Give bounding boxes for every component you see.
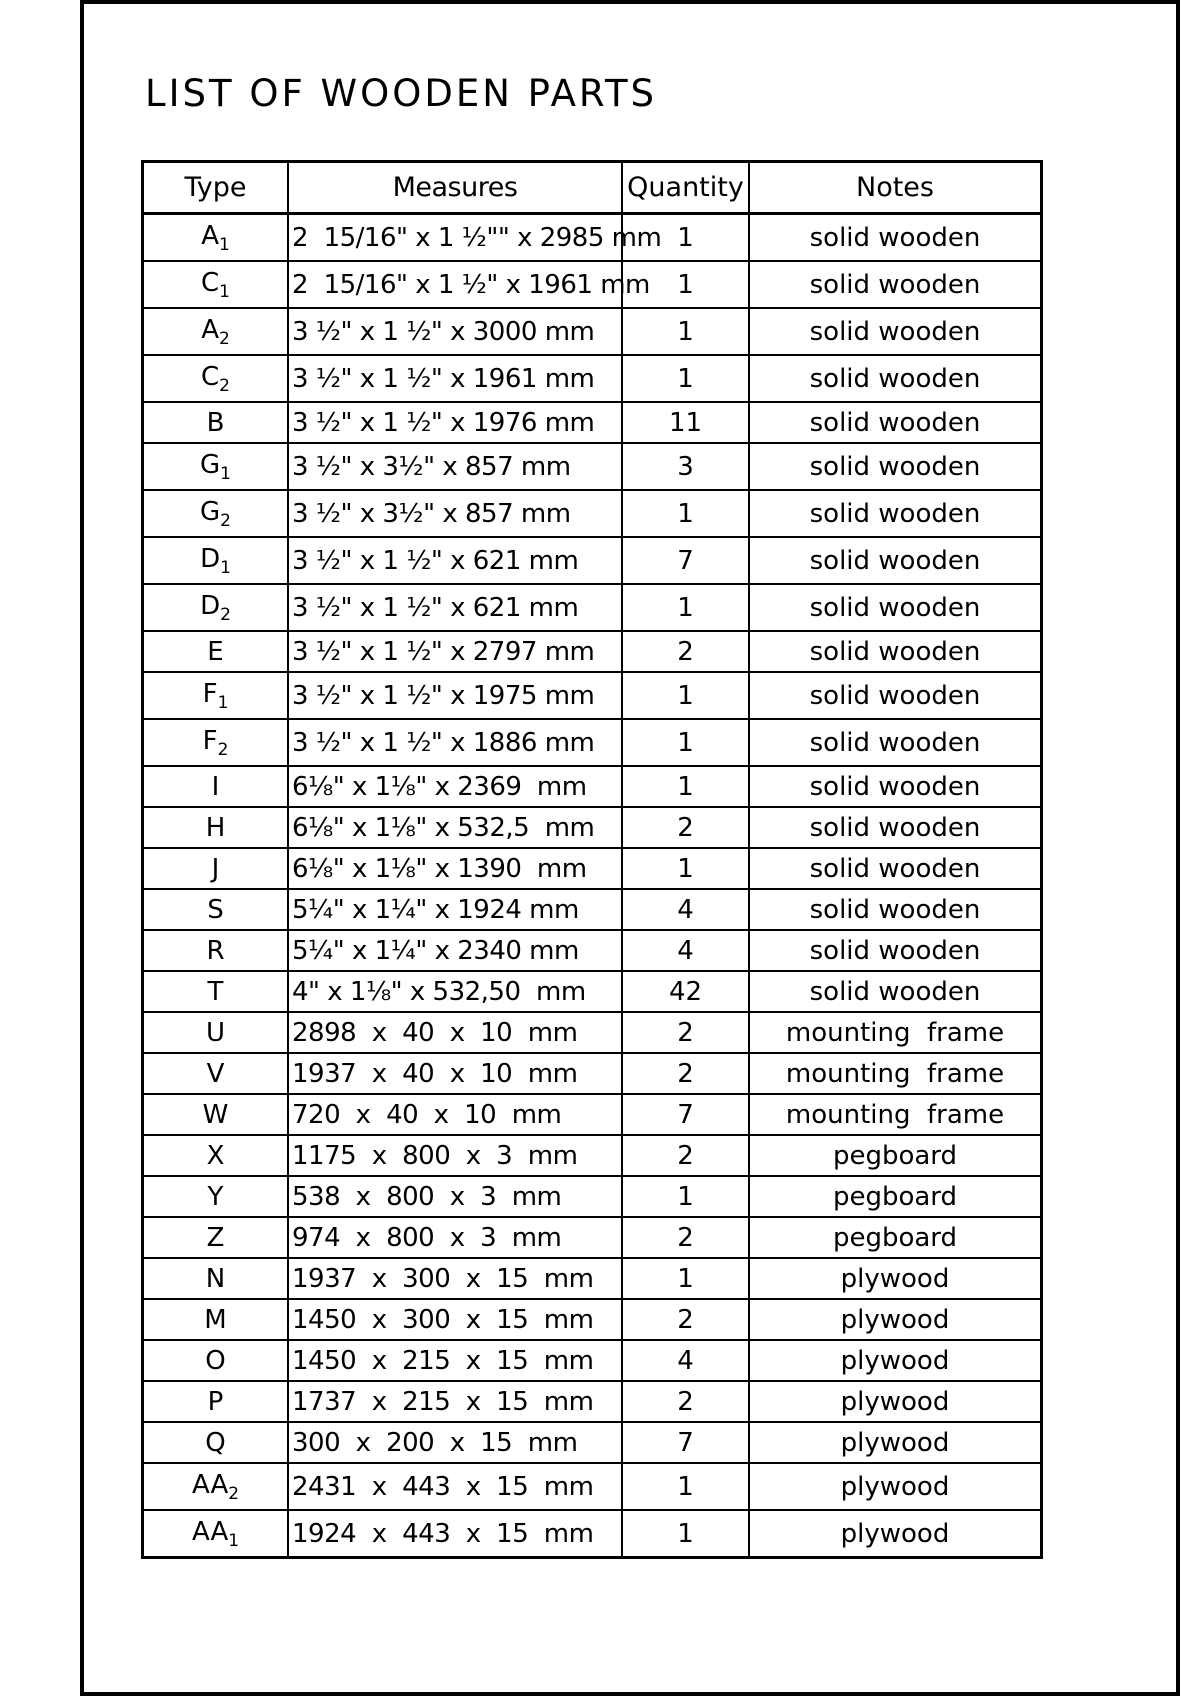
cell-measures: 300 x 200 x 15 mm <box>288 1422 622 1463</box>
part-type-letter: Z <box>206 1222 225 1253</box>
part-type-letter: Q <box>205 1427 226 1458</box>
table-row <box>143 631 1042 672</box>
cell-type <box>143 443 289 490</box>
table-row <box>143 355 1042 402</box>
cell-quantity: 2 <box>622 1135 749 1176</box>
table-header <box>143 162 1042 214</box>
table-row <box>143 1217 1042 1258</box>
table-row <box>143 443 1042 490</box>
cell-notes: solid wooden <box>749 490 1042 537</box>
cell-measures: 3 ½" x 1 ½" x 621 mm <box>288 584 622 631</box>
cell-quantity: 2 <box>622 631 749 672</box>
cell-measures: 2431 x 443 x 15 mm <box>288 1463 622 1510</box>
table-row <box>143 1053 1042 1094</box>
cell-notes: solid wooden <box>749 672 1042 719</box>
part-type-letter: X <box>206 1140 225 1171</box>
cell-quantity: 1 <box>622 1463 749 1510</box>
cell-type <box>143 672 289 719</box>
cell-type <box>143 766 289 807</box>
cell-notes: plywood <box>749 1340 1042 1381</box>
cell-measures: 1937 x 300 x 15 mm <box>288 1258 622 1299</box>
cell-quantity: 1 <box>622 490 749 537</box>
table-row <box>143 537 1042 584</box>
cell-quantity: 2 <box>622 807 749 848</box>
cell-notes: pegboard <box>749 1176 1042 1217</box>
table-row <box>143 1135 1042 1176</box>
table-body <box>143 214 1042 1558</box>
cell-type <box>143 355 289 402</box>
cell-measures: 3 ½" x 1 ½" x 2797 mm <box>288 631 622 672</box>
cell-quantity: 1 <box>622 1258 749 1299</box>
cell-type <box>143 807 289 848</box>
cell-quantity: 1 <box>622 719 749 766</box>
cell-measures: 2 15/16" x 1 ½"" x 2985 mm <box>288 214 622 262</box>
table-row <box>143 1340 1042 1381</box>
table-row <box>143 807 1042 848</box>
cell-quantity: 11 <box>622 402 749 443</box>
table-row <box>143 1258 1042 1299</box>
table-row <box>143 719 1042 766</box>
cell-notes: solid wooden <box>749 355 1042 402</box>
part-type-subscript: 1 <box>219 281 230 302</box>
part-type-letter: T <box>207 976 224 1007</box>
table-row <box>143 308 1042 355</box>
cell-notes: plywood <box>749 1299 1042 1340</box>
cell-quantity: 2 <box>622 1217 749 1258</box>
cell-type <box>143 1422 289 1463</box>
cell-quantity: 2 <box>622 1381 749 1422</box>
cell-type <box>143 1094 289 1135</box>
cell-quantity: 1 <box>622 1510 749 1558</box>
cell-notes: solid wooden <box>749 971 1042 1012</box>
part-type-subscript: 2 <box>217 739 229 760</box>
cell-type <box>143 889 289 930</box>
table-row <box>143 1176 1042 1217</box>
table-row <box>143 1094 1042 1135</box>
table-row <box>143 930 1042 971</box>
cell-type <box>143 1510 289 1558</box>
cell-notes: solid wooden <box>749 537 1042 584</box>
cell-notes: plywood <box>749 1510 1042 1558</box>
cell-quantity: 7 <box>622 1094 749 1135</box>
table-row <box>143 214 1042 262</box>
table-row <box>143 889 1042 930</box>
cell-notes: plywood <box>749 1258 1042 1299</box>
part-type-letter: G <box>200 449 221 480</box>
cell-type <box>143 1299 289 1340</box>
cell-type <box>143 631 289 672</box>
cell-notes: mounting frame <box>749 1094 1042 1135</box>
part-type-subscript: 2 <box>219 375 230 396</box>
part-type-letter: S <box>207 894 224 925</box>
table-row <box>143 1299 1042 1340</box>
cell-type <box>143 1053 289 1094</box>
cell-measures: 3 ½" x 1 ½" x 1886 mm <box>288 719 622 766</box>
cell-measures: 3 ½" x 1 ½" x 3000 mm <box>288 308 622 355</box>
cell-quantity: 1 <box>622 1176 749 1217</box>
cell-notes: solid wooden <box>749 261 1042 308</box>
table-row <box>143 971 1042 1012</box>
part-type-letter: R <box>206 935 225 966</box>
cell-quantity: 4 <box>622 1340 749 1381</box>
cell-notes: plywood <box>749 1381 1042 1422</box>
part-type-subscript: 1 <box>218 234 230 255</box>
cell-type <box>143 214 289 262</box>
table-row <box>143 261 1042 308</box>
cell-measures: 1175 x 800 x 3 mm <box>288 1135 622 1176</box>
part-type-subscript: 2 <box>228 1483 240 1504</box>
cell-notes: solid wooden <box>749 848 1042 889</box>
cell-notes: solid wooden <box>749 807 1042 848</box>
cell-measures: 3 ½" x 1 ½" x 1976 mm <box>288 402 622 443</box>
cell-notes: plywood <box>749 1463 1042 1510</box>
cell-type <box>143 1340 289 1381</box>
cell-notes: solid wooden <box>749 308 1042 355</box>
cell-quantity: 2 <box>622 1012 749 1053</box>
cell-measures: 3 ½" x 1 ½" x 1961 mm <box>288 355 622 402</box>
part-type-letter: AA <box>191 1516 229 1547</box>
part-type-letter: P <box>207 1386 224 1417</box>
cell-quantity: 1 <box>622 261 749 308</box>
cell-measures: 5¼" x 1¼" x 1924 mm <box>288 889 622 930</box>
cell-quantity: 1 <box>622 848 749 889</box>
cell-measures: 1937 x 40 x 10 mm <box>288 1053 622 1094</box>
part-type-letter: AA <box>191 1469 229 1500</box>
part-type-letter: C <box>201 361 220 392</box>
table-row <box>143 1012 1042 1053</box>
cell-type <box>143 1258 289 1299</box>
cell-quantity: 1 <box>622 766 749 807</box>
cell-quantity: 4 <box>622 889 749 930</box>
part-type-subscript: 2 <box>220 604 231 625</box>
cell-quantity: 3 <box>622 443 749 490</box>
cell-notes: pegboard <box>749 1217 1042 1258</box>
cell-notes: plywood <box>749 1422 1042 1463</box>
cell-measures: 5¼" x 1¼" x 2340 mm <box>288 930 622 971</box>
cell-measures: 3 ½" x 1 ½" x 621 mm <box>288 537 622 584</box>
cell-type <box>143 930 289 971</box>
cell-type <box>143 1135 289 1176</box>
part-type-subscript: 1 <box>220 463 231 484</box>
cell-type <box>143 261 289 308</box>
cell-quantity: 4 <box>622 930 749 971</box>
part-type-letter: C <box>201 267 220 298</box>
cell-measures: 4" x 1⅛" x 532,50 mm <box>288 971 622 1012</box>
cell-measures: 6⅛" x 1⅛" x 1390 mm <box>288 848 622 889</box>
part-type-subscript: 1 <box>220 557 231 578</box>
cell-quantity: 1 <box>622 672 749 719</box>
cell-notes: solid wooden <box>749 766 1042 807</box>
cell-type <box>143 1381 289 1422</box>
cell-notes: solid wooden <box>749 443 1042 490</box>
cell-type <box>143 308 289 355</box>
cell-measures: 3 ½" x 3½" x 857 mm <box>288 490 622 537</box>
cell-type <box>143 848 289 889</box>
part-type-letter: A <box>201 220 219 251</box>
part-type-subscript: 1 <box>228 1530 240 1551</box>
cell-type <box>143 1012 289 1053</box>
table-row <box>143 672 1042 719</box>
cell-notes: solid wooden <box>749 214 1042 262</box>
cell-quantity: 42 <box>622 971 749 1012</box>
part-type-letter: V <box>206 1058 225 1089</box>
table-row <box>143 584 1042 631</box>
part-type-subscript: 2 <box>218 328 230 349</box>
column-header-quantity: Quantity <box>622 162 749 214</box>
cell-measures: 720 x 40 x 10 mm <box>288 1094 622 1135</box>
cell-quantity: 7 <box>622 1422 749 1463</box>
cell-measures: 1737 x 215 x 15 mm <box>288 1381 622 1422</box>
cell-type <box>143 490 289 537</box>
cell-type <box>143 719 289 766</box>
column-header-measures: Measures <box>288 162 622 214</box>
part-type-letter: O <box>205 1345 226 1376</box>
table-row <box>143 1463 1042 1510</box>
cell-type <box>143 1463 289 1510</box>
part-type-letter: Y <box>207 1181 224 1212</box>
cell-measures: 974 x 800 x 3 mm <box>288 1217 622 1258</box>
cell-measures: 1450 x 215 x 15 mm <box>288 1340 622 1381</box>
cell-quantity: 1 <box>622 308 749 355</box>
part-type-letter: B <box>206 407 225 438</box>
header-row <box>143 162 1042 214</box>
part-type-letter: D <box>200 543 221 574</box>
part-type-letter: M <box>204 1304 227 1335</box>
part-type-letter: F <box>202 725 218 756</box>
cell-notes: mounting frame <box>749 1012 1042 1053</box>
table-row <box>143 490 1042 537</box>
part-type-subscript: 2 <box>220 510 231 531</box>
part-type-letter: W <box>202 1099 229 1130</box>
cell-quantity: 2 <box>622 1299 749 1340</box>
cell-quantity: 2 <box>622 1053 749 1094</box>
part-type-letter: D <box>200 590 221 621</box>
part-type-letter: I <box>211 771 220 802</box>
part-type-letter: A <box>201 314 219 345</box>
part-type-letter: F <box>202 678 218 709</box>
cell-type <box>143 1217 289 1258</box>
part-type-subscript: 1 <box>217 692 229 713</box>
cell-measures: 3 ½" x 3½" x 857 mm <box>288 443 622 490</box>
cell-measures: 538 x 800 x 3 mm <box>288 1176 622 1217</box>
column-header-notes: Notes <box>749 162 1042 214</box>
cell-quantity: 1 <box>622 214 749 262</box>
cell-notes: solid wooden <box>749 631 1042 672</box>
cell-type <box>143 584 289 631</box>
cell-measures: 6⅛" x 1⅛" x 2369 mm <box>288 766 622 807</box>
table-row <box>143 766 1042 807</box>
cell-measures: 1924 x 443 x 15 mm <box>288 1510 622 1558</box>
part-type-letter: E <box>207 636 224 667</box>
part-type-letter: G <box>200 496 221 527</box>
cell-measures: 2 15/16" x 1 ½" x 1961 mm <box>288 261 622 308</box>
part-type-letter: H <box>205 812 226 843</box>
part-type-letter: J <box>211 853 220 884</box>
part-type-letter: N <box>205 1263 226 1294</box>
cell-measures: 6⅛" x 1⅛" x 532,5 mm <box>288 807 622 848</box>
column-header-type: Type <box>143 162 289 214</box>
cell-quantity: 1 <box>622 355 749 402</box>
part-type-letter: U <box>205 1017 226 1048</box>
cell-notes: solid wooden <box>749 719 1042 766</box>
cell-notes: pegboard <box>749 1135 1042 1176</box>
cell-type <box>143 971 289 1012</box>
cell-type <box>143 1176 289 1217</box>
page-title: LIST OF WOODEN PARTS <box>145 72 658 115</box>
table-row <box>143 1510 1042 1558</box>
wooden-parts-table <box>141 160 1043 1559</box>
cell-measures: 2898 x 40 x 10 mm <box>288 1012 622 1053</box>
cell-notes: solid wooden <box>749 584 1042 631</box>
table-row <box>143 1381 1042 1422</box>
cell-quantity: 7 <box>622 537 749 584</box>
cell-notes: solid wooden <box>749 889 1042 930</box>
cell-measures: 3 ½" x 1 ½" x 1975 mm <box>288 672 622 719</box>
cell-notes: solid wooden <box>749 930 1042 971</box>
cell-notes: mounting frame <box>749 1053 1042 1094</box>
cell-notes: solid wooden <box>749 402 1042 443</box>
cell-quantity: 1 <box>622 584 749 631</box>
cell-type <box>143 537 289 584</box>
table-row <box>143 402 1042 443</box>
table-row <box>143 1422 1042 1463</box>
cell-type <box>143 402 289 443</box>
table-row <box>143 848 1042 889</box>
cell-measures: 1450 x 300 x 15 mm <box>288 1299 622 1340</box>
